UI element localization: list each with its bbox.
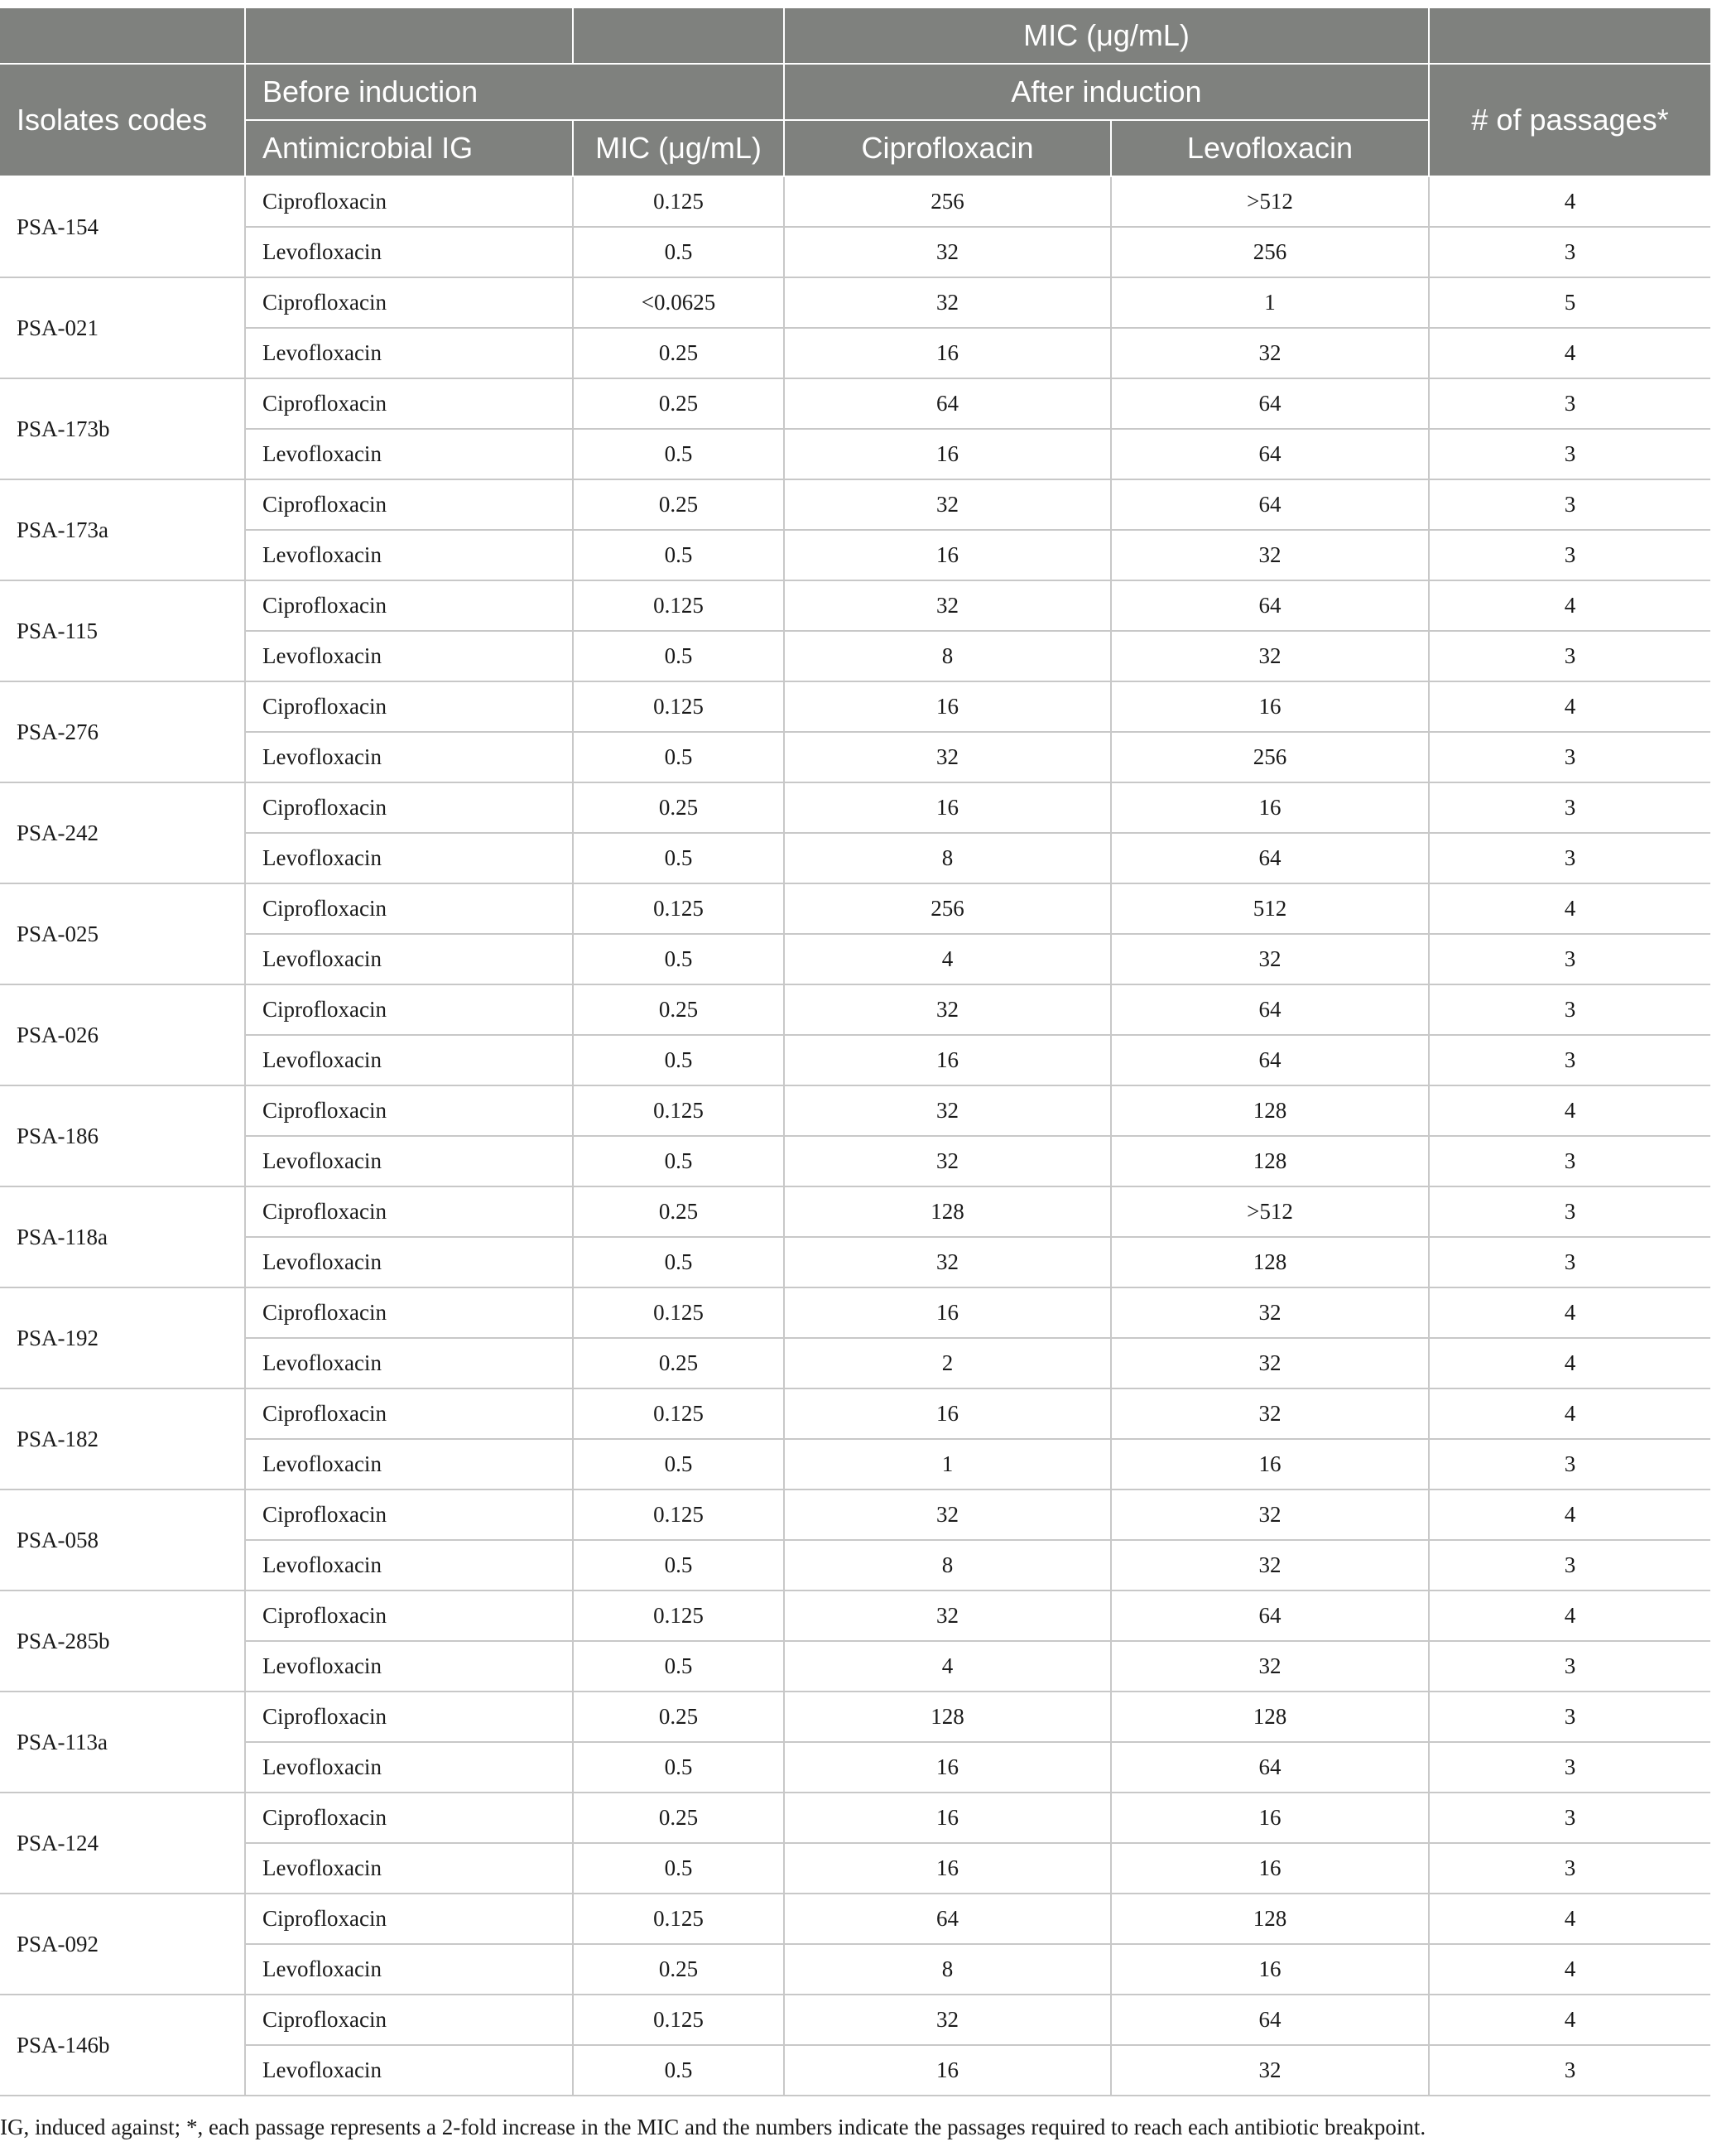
table-row bbox=[0, 1489, 1710, 1540]
ciprofloxacin-after-cell: 16 bbox=[784, 1388, 1111, 1439]
table-row bbox=[0, 1338, 1710, 1388]
antimicrobial-ig-cell: Ciprofloxacin bbox=[245, 1489, 573, 1540]
isolate-code: PSA-242 bbox=[0, 782, 245, 883]
isolate-code: PSA-092 bbox=[0, 1894, 245, 1995]
mic-before-cell: 0.125 bbox=[573, 580, 784, 631]
isolate-code: PSA-285b bbox=[0, 1591, 245, 1692]
table-row bbox=[0, 1439, 1710, 1489]
isolate-code: PSA-173b bbox=[0, 378, 245, 479]
isolate-code: PSA-021 bbox=[0, 277, 245, 378]
mic-before-cell: 0.125 bbox=[573, 1894, 784, 1944]
levofloxacin-after-cell: 16 bbox=[1111, 1843, 1429, 1894]
mic-before-cell: 0.25 bbox=[573, 1793, 784, 1843]
levofloxacin-after-cell: 32 bbox=[1111, 934, 1429, 984]
levofloxacin-after-cell: 1 bbox=[1111, 277, 1429, 328]
antimicrobial-ig-cell: Levofloxacin bbox=[245, 1742, 573, 1793]
ciprofloxacin-after-cell: 8 bbox=[784, 1944, 1111, 1995]
antimicrobial-ig-cell: Ciprofloxacin bbox=[245, 984, 573, 1035]
mic-before-cell: 0.125 bbox=[573, 883, 784, 934]
passages-cell: 3 bbox=[1429, 1186, 1710, 1237]
passages-cell: 3 bbox=[1429, 429, 1710, 479]
ciprofloxacin-after-cell: 16 bbox=[784, 782, 1111, 833]
ciprofloxacin-after-cell: 8 bbox=[784, 833, 1111, 883]
table-row bbox=[0, 1035, 1710, 1085]
mic-before-cell: 0.5 bbox=[573, 833, 784, 883]
ciprofloxacin-after-cell: 16 bbox=[784, 1287, 1111, 1338]
passages-cell: 3 bbox=[1429, 378, 1710, 429]
passages-cell: 4 bbox=[1429, 1944, 1710, 1995]
levofloxacin-after-cell: 64 bbox=[1111, 1995, 1429, 2045]
table-row bbox=[0, 378, 1710, 429]
antimicrobial-ig-cell: Ciprofloxacin bbox=[245, 883, 573, 934]
passages-cell: 4 bbox=[1429, 1489, 1710, 1540]
mic-before-cell: 0.5 bbox=[573, 530, 784, 580]
passages-cell: 3 bbox=[1429, 1237, 1710, 1287]
ciprofloxacin-after-cell: 1 bbox=[784, 1439, 1111, 1489]
ciprofloxacin-after-cell: 128 bbox=[784, 1692, 1111, 1742]
antimicrobial-ig-cell: Levofloxacin bbox=[245, 328, 573, 378]
header-passages: # of passages* bbox=[1429, 64, 1710, 176]
mic-before-cell: 0.5 bbox=[573, 1742, 784, 1793]
levofloxacin-after-cell: 32 bbox=[1111, 1338, 1429, 1388]
isolate-code: PSA-124 bbox=[0, 1793, 245, 1894]
mic-before-cell: 0.25 bbox=[573, 1944, 784, 1995]
levofloxacin-after-cell: 16 bbox=[1111, 1944, 1429, 1995]
ciprofloxacin-after-cell: 32 bbox=[784, 1136, 1111, 1186]
table-row bbox=[0, 1591, 1710, 1641]
mic-before-cell: 0.5 bbox=[573, 631, 784, 681]
ciprofloxacin-after-cell: 8 bbox=[784, 631, 1111, 681]
antimicrobial-ig-cell: Levofloxacin bbox=[245, 1136, 573, 1186]
antimicrobial-ig-cell: Levofloxacin bbox=[245, 833, 573, 883]
antimicrobial-ig-cell: Ciprofloxacin bbox=[245, 681, 573, 732]
table-row bbox=[0, 1894, 1710, 1944]
levofloxacin-after-cell: 64 bbox=[1111, 984, 1429, 1035]
header-blank-4 bbox=[1429, 7, 1710, 64]
table-row bbox=[0, 1944, 1710, 1995]
antimicrobial-ig-cell: Ciprofloxacin bbox=[245, 1388, 573, 1439]
levofloxacin-after-cell: 32 bbox=[1111, 2045, 1429, 2096]
levofloxacin-after-cell: 16 bbox=[1111, 681, 1429, 732]
ciprofloxacin-after-cell: 256 bbox=[784, 176, 1111, 227]
levofloxacin-after-cell: 128 bbox=[1111, 1136, 1429, 1186]
passages-cell: 3 bbox=[1429, 833, 1710, 883]
levofloxacin-after-cell: 32 bbox=[1111, 1388, 1429, 1439]
mic-before-cell: 0.25 bbox=[573, 479, 784, 530]
table-header bbox=[0, 7, 1710, 176]
mic-before-cell: 0.125 bbox=[573, 176, 784, 227]
ciprofloxacin-after-cell: 32 bbox=[784, 227, 1111, 277]
antimicrobial-ig-cell: Ciprofloxacin bbox=[245, 1692, 573, 1742]
antimicrobial-ig-cell: Levofloxacin bbox=[245, 1641, 573, 1692]
mic-before-cell: 0.5 bbox=[573, 2045, 784, 2096]
ciprofloxacin-after-cell: 16 bbox=[784, 1742, 1111, 1793]
ciprofloxacin-after-cell: 64 bbox=[784, 378, 1111, 429]
antimicrobial-ig-cell: Levofloxacin bbox=[245, 1035, 573, 1085]
ciprofloxacin-after-cell: 16 bbox=[784, 1035, 1111, 1085]
levofloxacin-after-cell: 512 bbox=[1111, 883, 1429, 934]
levofloxacin-after-cell: 64 bbox=[1111, 833, 1429, 883]
passages-cell: 3 bbox=[1429, 2045, 1710, 2096]
passages-cell: 3 bbox=[1429, 1793, 1710, 1843]
ciprofloxacin-after-cell: 32 bbox=[784, 984, 1111, 1035]
antimicrobial-ig-cell: Ciprofloxacin bbox=[245, 479, 573, 530]
passages-cell: 3 bbox=[1429, 732, 1710, 782]
mic-before-cell: 0.125 bbox=[573, 1085, 784, 1136]
passages-cell: 4 bbox=[1429, 1287, 1710, 1338]
mic-table bbox=[0, 7, 1710, 2096]
passages-cell: 4 bbox=[1429, 1388, 1710, 1439]
header-blank-2 bbox=[245, 7, 573, 64]
antimicrobial-ig-cell: Levofloxacin bbox=[245, 1540, 573, 1591]
levofloxacin-after-cell: 32 bbox=[1111, 631, 1429, 681]
levofloxacin-after-cell: 64 bbox=[1111, 378, 1429, 429]
mic-before-cell: 0.25 bbox=[573, 1692, 784, 1742]
isolate-code: PSA-173a bbox=[0, 479, 245, 580]
antimicrobial-ig-cell: Ciprofloxacin bbox=[245, 580, 573, 631]
levofloxacin-after-cell: 128 bbox=[1111, 1894, 1429, 1944]
antimicrobial-ig-cell: Ciprofloxacin bbox=[245, 1894, 573, 1944]
table-row bbox=[0, 732, 1710, 782]
isolate-code: PSA-113a bbox=[0, 1692, 245, 1793]
mic-before-cell: 0.25 bbox=[573, 1186, 784, 1237]
ciprofloxacin-after-cell: 4 bbox=[784, 1641, 1111, 1692]
mic-before-cell: <0.0625 bbox=[573, 277, 784, 328]
header-isolates-codes: Isolates codes bbox=[0, 64, 245, 176]
antimicrobial-ig-cell: Ciprofloxacin bbox=[245, 782, 573, 833]
table-row bbox=[0, 631, 1710, 681]
header-row-2 bbox=[0, 64, 1710, 120]
antimicrobial-ig-cell: Ciprofloxacin bbox=[245, 378, 573, 429]
antimicrobial-ig-cell: Ciprofloxacin bbox=[245, 1186, 573, 1237]
passages-cell: 3 bbox=[1429, 984, 1710, 1035]
header-before-induction: Before induction bbox=[245, 64, 784, 120]
levofloxacin-after-cell: 16 bbox=[1111, 1439, 1429, 1489]
levofloxacin-after-cell: 32 bbox=[1111, 530, 1429, 580]
ciprofloxacin-after-cell: 16 bbox=[784, 1843, 1111, 1894]
antimicrobial-ig-cell: Ciprofloxacin bbox=[245, 1287, 573, 1338]
mic-before-cell: 0.125 bbox=[573, 1287, 784, 1338]
antimicrobial-ig-cell: Ciprofloxacin bbox=[245, 1793, 573, 1843]
table-row bbox=[0, 1843, 1710, 1894]
passages-cell: 4 bbox=[1429, 883, 1710, 934]
levofloxacin-after-cell: 16 bbox=[1111, 1793, 1429, 1843]
antimicrobial-ig-cell: Levofloxacin bbox=[245, 429, 573, 479]
isolate-code: PSA-192 bbox=[0, 1287, 245, 1388]
ciprofloxacin-after-cell: 32 bbox=[784, 1995, 1111, 2045]
table-body bbox=[0, 176, 1710, 2096]
passages-cell: 3 bbox=[1429, 1641, 1710, 1692]
levofloxacin-after-cell: 64 bbox=[1111, 429, 1429, 479]
passages-cell: 3 bbox=[1429, 631, 1710, 681]
levofloxacin-after-cell: 128 bbox=[1111, 1085, 1429, 1136]
ciprofloxacin-after-cell: 32 bbox=[784, 1085, 1111, 1136]
isolate-code: PSA-026 bbox=[0, 984, 245, 1085]
table-row bbox=[0, 1186, 1710, 1237]
mic-before-cell: 0.5 bbox=[573, 1237, 784, 1287]
antimicrobial-ig-cell: Ciprofloxacin bbox=[245, 1995, 573, 2045]
table-row bbox=[0, 1641, 1710, 1692]
levofloxacin-after-cell: 32 bbox=[1111, 1489, 1429, 1540]
isolate-code: PSA-182 bbox=[0, 1388, 245, 1489]
levofloxacin-after-cell: 128 bbox=[1111, 1692, 1429, 1742]
table-row bbox=[0, 1995, 1710, 2045]
antimicrobial-ig-cell: Levofloxacin bbox=[245, 1944, 573, 1995]
table-row bbox=[0, 984, 1710, 1035]
antimicrobial-ig-cell: Levofloxacin bbox=[245, 530, 573, 580]
mic-before-cell: 0.5 bbox=[573, 934, 784, 984]
passages-cell: 4 bbox=[1429, 1995, 1710, 2045]
ciprofloxacin-after-cell: 32 bbox=[784, 732, 1111, 782]
table-row bbox=[0, 1388, 1710, 1439]
antimicrobial-ig-cell: Levofloxacin bbox=[245, 1843, 573, 1894]
ciprofloxacin-after-cell: 32 bbox=[784, 277, 1111, 328]
levofloxacin-after-cell: 32 bbox=[1111, 1287, 1429, 1338]
mic-before-cell: 0.5 bbox=[573, 1035, 784, 1085]
mic-before-cell: 0.5 bbox=[573, 1540, 784, 1591]
header-blank-1 bbox=[0, 7, 245, 64]
table-row bbox=[0, 782, 1710, 833]
ciprofloxacin-after-cell: 32 bbox=[784, 479, 1111, 530]
passages-cell: 3 bbox=[1429, 1692, 1710, 1742]
levofloxacin-after-cell: 256 bbox=[1111, 227, 1429, 277]
table-row bbox=[0, 1237, 1710, 1287]
mic-before-cell: 0.125 bbox=[573, 1995, 784, 2045]
isolate-code: PSA-118a bbox=[0, 1186, 245, 1287]
antimicrobial-ig-cell: Levofloxacin bbox=[245, 934, 573, 984]
antimicrobial-ig-cell: Levofloxacin bbox=[245, 1338, 573, 1388]
passages-cell: 3 bbox=[1429, 934, 1710, 984]
passages-cell: 4 bbox=[1429, 1591, 1710, 1641]
ciprofloxacin-after-cell: 32 bbox=[784, 1489, 1111, 1540]
isolate-code: PSA-025 bbox=[0, 883, 245, 984]
table-row bbox=[0, 681, 1710, 732]
mic-before-cell: 0.25 bbox=[573, 1338, 784, 1388]
antimicrobial-ig-cell: Ciprofloxacin bbox=[245, 176, 573, 227]
table-row bbox=[0, 1287, 1710, 1338]
mic-before-cell: 0.5 bbox=[573, 1641, 784, 1692]
passages-cell: 4 bbox=[1429, 328, 1710, 378]
isolate-code: PSA-154 bbox=[0, 176, 245, 277]
ciprofloxacin-after-cell: 32 bbox=[784, 580, 1111, 631]
levofloxacin-after-cell: 32 bbox=[1111, 1641, 1429, 1692]
isolate-code: PSA-276 bbox=[0, 681, 245, 782]
ciprofloxacin-after-cell: 4 bbox=[784, 934, 1111, 984]
antimicrobial-ig-cell: Ciprofloxacin bbox=[245, 1591, 573, 1641]
levofloxacin-after-cell: >512 bbox=[1111, 176, 1429, 227]
ciprofloxacin-after-cell: 16 bbox=[784, 681, 1111, 732]
antimicrobial-ig-cell: Levofloxacin bbox=[245, 732, 573, 782]
levofloxacin-after-cell: 128 bbox=[1111, 1237, 1429, 1287]
header-levofloxacin: Levofloxacin bbox=[1111, 120, 1429, 176]
passages-cell: 3 bbox=[1429, 1843, 1710, 1894]
passages-cell: 3 bbox=[1429, 1136, 1710, 1186]
antimicrobial-ig-cell: Ciprofloxacin bbox=[245, 1085, 573, 1136]
table-row bbox=[0, 479, 1710, 530]
header-ciprofloxacin: Ciprofloxacin bbox=[784, 120, 1111, 176]
mic-before-cell: 0.25 bbox=[573, 328, 784, 378]
levofloxacin-after-cell: 64 bbox=[1111, 1591, 1429, 1641]
antimicrobial-ig-cell: Levofloxacin bbox=[245, 631, 573, 681]
table-row bbox=[0, 1540, 1710, 1591]
ciprofloxacin-after-cell: 32 bbox=[784, 1237, 1111, 1287]
table-row bbox=[0, 328, 1710, 378]
ciprofloxacin-after-cell: 64 bbox=[784, 1894, 1111, 1944]
table-row bbox=[0, 1692, 1710, 1742]
table-row bbox=[0, 883, 1710, 934]
header-blank-3 bbox=[573, 7, 784, 64]
passages-cell: 4 bbox=[1429, 1338, 1710, 1388]
mic-before-cell: 0.5 bbox=[573, 227, 784, 277]
mic-before-cell: 0.125 bbox=[573, 681, 784, 732]
levofloxacin-after-cell: 32 bbox=[1111, 328, 1429, 378]
isolate-code: PSA-115 bbox=[0, 580, 245, 681]
table-row bbox=[0, 227, 1710, 277]
table-row bbox=[0, 1136, 1710, 1186]
levofloxacin-after-cell: 64 bbox=[1111, 1742, 1429, 1793]
passages-cell: 3 bbox=[1429, 227, 1710, 277]
ciprofloxacin-after-cell: 16 bbox=[784, 530, 1111, 580]
passages-cell: 3 bbox=[1429, 479, 1710, 530]
passages-cell: 3 bbox=[1429, 1742, 1710, 1793]
passages-cell: 3 bbox=[1429, 1540, 1710, 1591]
mic-before-cell: 0.5 bbox=[573, 732, 784, 782]
ciprofloxacin-after-cell: 32 bbox=[784, 1591, 1111, 1641]
mic-before-cell: 0.5 bbox=[573, 1439, 784, 1489]
antimicrobial-ig-cell: Levofloxacin bbox=[245, 227, 573, 277]
ciprofloxacin-after-cell: 16 bbox=[784, 429, 1111, 479]
mic-before-cell: 0.25 bbox=[573, 378, 784, 429]
table-row bbox=[0, 580, 1710, 631]
table-row bbox=[0, 2045, 1710, 2096]
mic-before-cell: 0.125 bbox=[573, 1591, 784, 1641]
mic-before-cell: 0.25 bbox=[573, 782, 784, 833]
mic-before-cell: 0.125 bbox=[573, 1489, 784, 1540]
table-footnote: IG, induced against; *, each passage represents a 2-fold increase in the MIC and the numbers indicate the passages required to reach each antibiotic breakpoint. bbox=[0, 2115, 1426, 2139]
levofloxacin-after-cell: 64 bbox=[1111, 479, 1429, 530]
antimicrobial-ig-cell: Levofloxacin bbox=[245, 2045, 573, 2096]
antimicrobial-ig-cell: Levofloxacin bbox=[245, 1439, 573, 1489]
mic-before-cell: 0.25 bbox=[573, 984, 784, 1035]
ciprofloxacin-after-cell: 8 bbox=[784, 1540, 1111, 1591]
passages-cell: 3 bbox=[1429, 782, 1710, 833]
levofloxacin-after-cell: 64 bbox=[1111, 1035, 1429, 1085]
isolate-code: PSA-146b bbox=[0, 1995, 245, 2096]
mic-before-cell: 0.5 bbox=[573, 1136, 784, 1186]
mic-before-cell: 0.125 bbox=[573, 1388, 784, 1439]
mic-before-cell: 0.5 bbox=[573, 1843, 784, 1894]
antimicrobial-ig-cell: Ciprofloxacin bbox=[245, 277, 573, 328]
passages-cell: 4 bbox=[1429, 1894, 1710, 1944]
levofloxacin-after-cell: 32 bbox=[1111, 1540, 1429, 1591]
antimicrobial-ig-cell: Levofloxacin bbox=[245, 1237, 573, 1287]
ciprofloxacin-after-cell: 16 bbox=[784, 1793, 1111, 1843]
ciprofloxacin-after-cell: 128 bbox=[784, 1186, 1111, 1237]
ciprofloxacin-after-cell: 256 bbox=[784, 883, 1111, 934]
ciprofloxacin-after-cell: 2 bbox=[784, 1338, 1111, 1388]
table-row bbox=[0, 1742, 1710, 1793]
table-row bbox=[0, 934, 1710, 984]
levofloxacin-after-cell: >512 bbox=[1111, 1186, 1429, 1237]
table-row bbox=[0, 429, 1710, 479]
passages-cell: 5 bbox=[1429, 277, 1710, 328]
header-antimicrobial-ig: Antimicrobial IG bbox=[245, 120, 573, 176]
mic-before-cell: 0.5 bbox=[573, 429, 784, 479]
header-row-1 bbox=[0, 7, 1710, 64]
table-row bbox=[0, 1793, 1710, 1843]
ciprofloxacin-after-cell: 16 bbox=[784, 2045, 1111, 2096]
table-row bbox=[0, 176, 1710, 227]
table-row bbox=[0, 833, 1710, 883]
table-row bbox=[0, 1085, 1710, 1136]
passages-cell: 4 bbox=[1429, 176, 1710, 227]
isolate-code: PSA-186 bbox=[0, 1085, 245, 1186]
levofloxacin-after-cell: 16 bbox=[1111, 782, 1429, 833]
table-row bbox=[0, 530, 1710, 580]
ciprofloxacin-after-cell: 16 bbox=[784, 328, 1111, 378]
levofloxacin-after-cell: 64 bbox=[1111, 580, 1429, 631]
passages-cell: 3 bbox=[1429, 530, 1710, 580]
passages-cell: 3 bbox=[1429, 1035, 1710, 1085]
passages-cell: 4 bbox=[1429, 1085, 1710, 1136]
isolate-code: PSA-058 bbox=[0, 1489, 245, 1591]
header-mic-group: MIC (μg/mL) bbox=[784, 7, 1429, 64]
header-mic-before: MIC (μg/mL) bbox=[573, 120, 784, 176]
passages-cell: 4 bbox=[1429, 681, 1710, 732]
passages-cell: 3 bbox=[1429, 1439, 1710, 1489]
passages-cell: 4 bbox=[1429, 580, 1710, 631]
header-after-induction: After induction bbox=[784, 64, 1429, 120]
table-row bbox=[0, 277, 1710, 328]
levofloxacin-after-cell: 256 bbox=[1111, 732, 1429, 782]
